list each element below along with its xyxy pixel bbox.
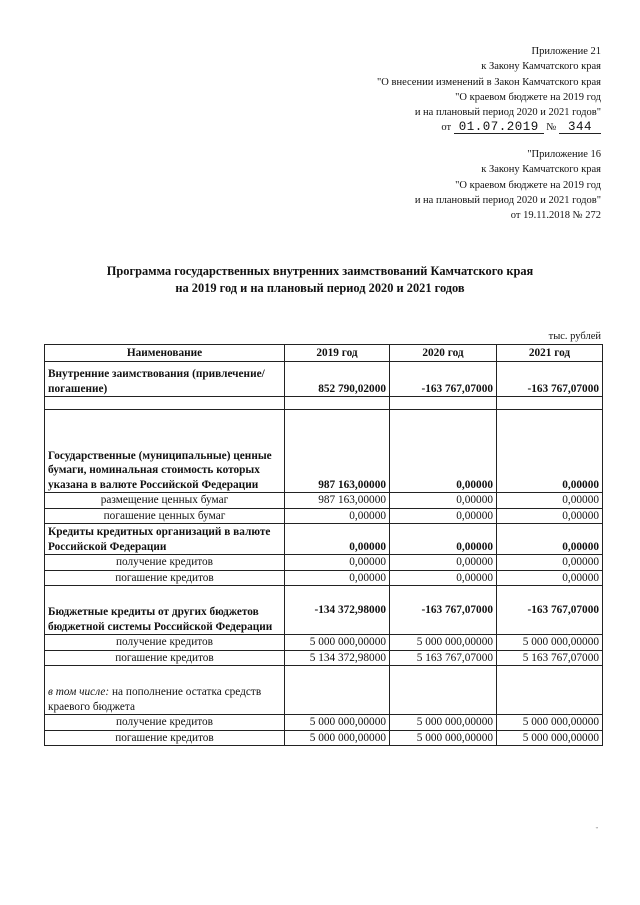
table-row-note (45, 666, 603, 715)
appendix-line: Приложение 21 (531, 46, 601, 57)
column-header-name: Наименование (45, 345, 285, 362)
table-row: погашение кредитов 0,00000 0,00000 0,00000 (45, 570, 603, 586)
table-row: размещение ценных бумаг 987 163,00000 0,00000 0,00000 (45, 493, 603, 509)
appendix-line: "О краевом бюджете на 2019 год (455, 91, 601, 103)
table-row: погашение ценных бумаг 0,00000 0,00000 0,00000 (45, 508, 603, 524)
column-header-2019: 2019 год (285, 345, 390, 362)
column-header-2020: 2020 год (390, 345, 497, 362)
unit-label: тыс. рублей (548, 331, 601, 342)
table-row: погашение кредитов 5 000 000,00000 5 000 000,00000 5 000 000,00000 (45, 730, 603, 746)
table-row: Государственные (муниципальные) ценные бумаги, номинальная стоимость которых указана в валюте Российской Федерации 987 163,00000 0,00000 0,00000 (45, 410, 603, 493)
appendix-line: "Приложение 16 (527, 149, 601, 160)
column-header-2021: 2021 год (497, 345, 603, 362)
appendix-line: к Закону Камчатского края (481, 61, 601, 73)
appendix-line: к Закону Камчатского края (481, 164, 601, 176)
title-line-1: Программа государственных внутренних заимствований Камчатского края (106, 264, 534, 278)
appendix-line: "О внесении изменений в Закон Камчатского края (377, 76, 601, 88)
table-row: погашение кредитов 5 134 372,98000 5 163 767,07000 5 163 767,07000 (45, 650, 603, 666)
table-row: получение кредитов 5 000 000,00000 5 000 000,00000 5 000 000,00000 (45, 715, 603, 731)
appendix-line: и на плановый период 2020 и 2021 годов" (414, 194, 601, 206)
note-text: на пополнение остатка средств краевого бюджета (48, 686, 262, 713)
appendix-original-header (415, 147, 601, 223)
borrowing-program-table (44, 344, 603, 746)
document-title (0, 263, 640, 297)
appendix-current-header (377, 44, 601, 136)
date-prefix: от (441, 122, 452, 134)
law-number: 344 (559, 121, 601, 134)
appendix-line: от 19.11.2018 № 272 (510, 210, 601, 222)
law-date: 01.07.2019 (454, 121, 544, 134)
table-row: получение кредитов 5 000 000,00000 5 000 000,00000 5 000 000,00000 (45, 635, 603, 651)
table-row-blank (45, 397, 603, 410)
appendix-line: "О краевом бюджете на 2019 год (455, 179, 601, 191)
table-row: Бюджетные кредиты от других бюджетов бюджетной системы Российской Федерации -134 372,98000 -163 767,07000 -163 767,07000 (45, 586, 603, 635)
note-italic: в том числе: (48, 686, 110, 698)
title-line-2: на 2019 год и на плановый период 2020 и 2021 годов (175, 281, 465, 295)
page-mark: " (595, 827, 598, 833)
table-row: получение кредитов 0,00000 0,00000 0,00000 (45, 555, 603, 571)
table-header-row (45, 345, 603, 362)
appendix-line: и на плановый период 2020 и 2021 годов" (414, 107, 601, 119)
number-prefix: № (546, 122, 557, 134)
table-row: Внутренние заимствования (привлечение/погашение) 852 790,02000 -163 767,07000 -163 767,07000 (45, 362, 603, 397)
table-row: Кредиты кредитных организаций в валюте Российской Федерации 0,00000 0,00000 0,00000 (45, 524, 603, 555)
appendix-date-line (377, 120, 601, 135)
